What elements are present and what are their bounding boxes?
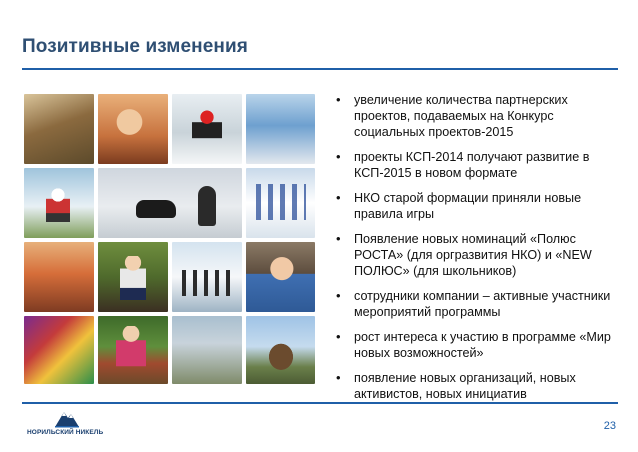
bullet-list — [334, 92, 620, 411]
company-logo — [27, 408, 107, 440]
bullet-item: • увеличение количества партнерских проектов, подаваемых на Конкурс социальных проектов-2015 — [334, 92, 620, 140]
collage-photo-gardening — [98, 316, 168, 384]
footer-divider — [22, 402, 618, 404]
collage-photo-skier — [98, 242, 168, 312]
bullet-item: • появление новых организаций, новых активистов, новых инициатив — [334, 370, 620, 402]
photo-collage — [24, 94, 315, 384]
collage-photo-folk-dance — [24, 316, 94, 384]
collage-photo-child — [98, 94, 168, 164]
collage-photo-volunteers — [172, 316, 242, 384]
collage-photo-dolls — [24, 94, 94, 164]
collage-photo-reindeer — [246, 316, 315, 384]
nornickel-mountain-icon — [53, 408, 81, 428]
collage-photo-table-event — [24, 242, 94, 312]
collage-photo-hikers — [172, 242, 242, 312]
collage-photo-hockey — [172, 94, 242, 164]
bullet-item: • рост интереса к участию в программе «Мир новых возможностей» — [334, 329, 620, 361]
bullet-item: • НКО старой формации приняли новые правила игры — [334, 190, 620, 222]
collage-photo-children-group — [246, 94, 315, 164]
bullet-item: • сотрудники компании – активные участники мероприятий программы — [334, 288, 620, 320]
title-divider — [22, 68, 618, 70]
bullet-item: • Появление новых номинаций «Полюс РОСТА» (для оргразвития НКО) и «NEW ПОЛЮС» (для школьников) — [334, 231, 620, 279]
collage-photo-young-man — [246, 242, 315, 312]
logo-text: НОРИЛЬСКИЙ НИКЕЛЬ — [27, 429, 104, 436]
slide-title: Позитивные изменения — [22, 36, 248, 57]
collage-photo-motocross — [24, 168, 94, 238]
collage-photo-runners — [246, 168, 315, 238]
page-number: 23 — [603, 420, 616, 432]
bullet-item: • проекты КСП-2014 получают развитие в КСП-2015 в новом формате — [334, 149, 620, 181]
collage-photo-dog-sled — [98, 168, 242, 238]
